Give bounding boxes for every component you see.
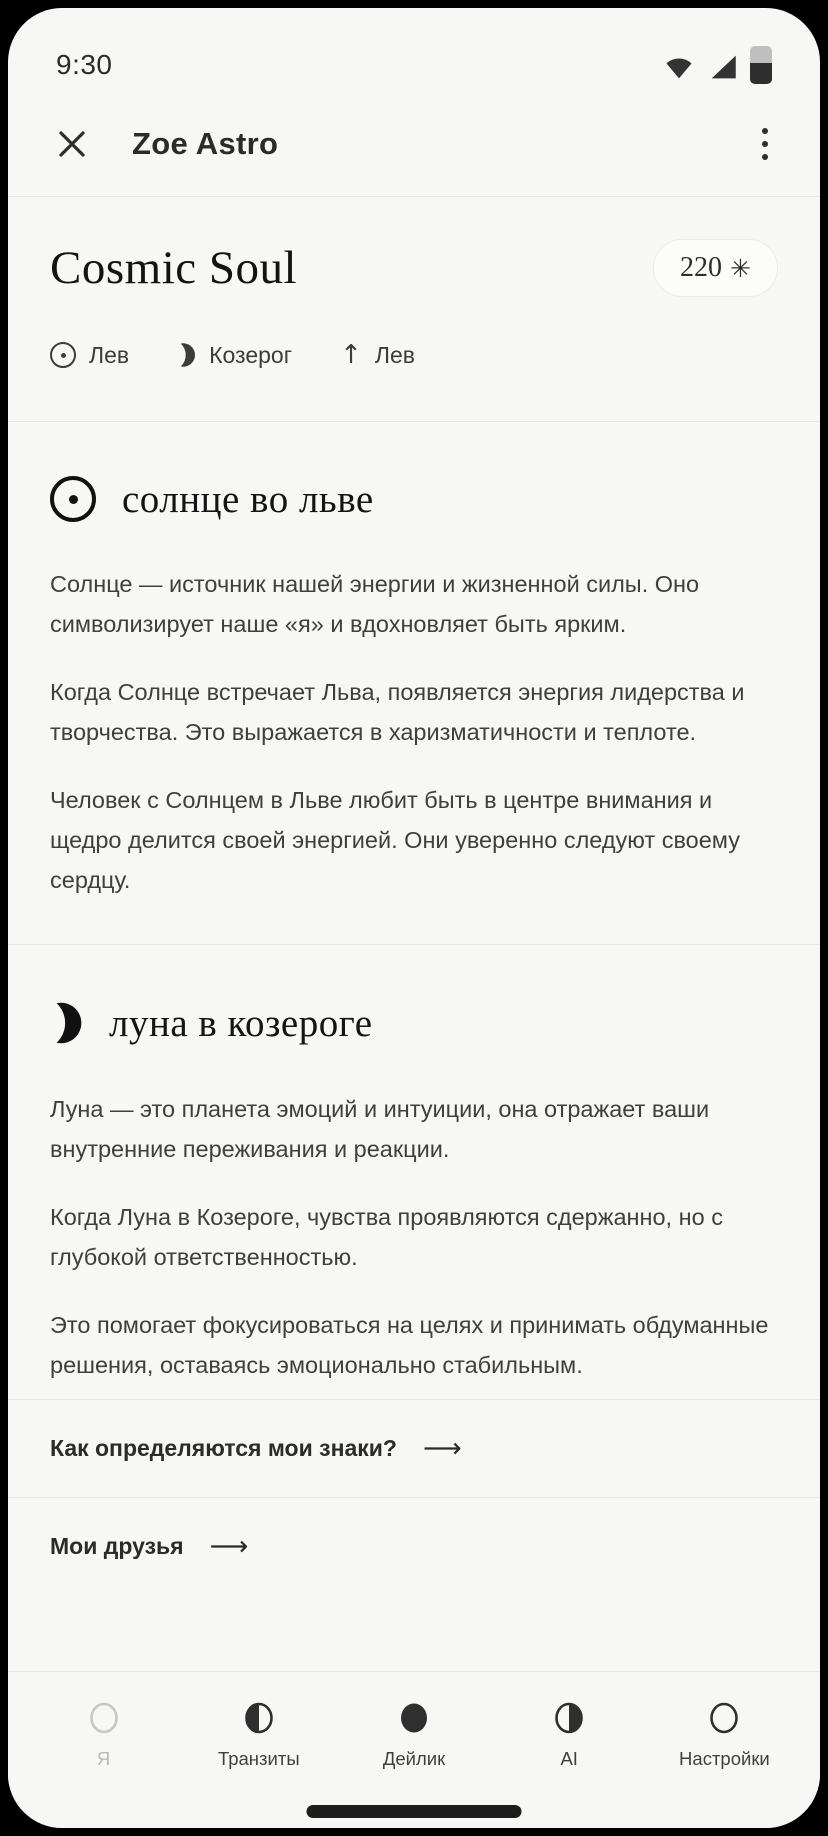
app-header: [8, 92, 820, 197]
status-time: 9:30: [56, 49, 113, 80]
my-friends-label: Мои друзья: [50, 1533, 184, 1559]
profile-name: Cosmic Soul: [50, 242, 298, 294]
sun-paragraph: Человек с Солнцем в Льве любит быть в центре внимания и щедро делится своей энергией. Они уверенно следуют своему сердцу.: [50, 787, 740, 893]
nav-label-daily: Дейлик: [382, 1748, 446, 1769]
how-signs-defined-link[interactable]: [8, 1399, 820, 1497]
moon-icon: [50, 999, 83, 1047]
moon-section-title: луна в козероге: [109, 1001, 373, 1045]
close-button[interactable]: [54, 126, 90, 162]
battery-icon: [750, 46, 772, 84]
moon-full-icon: [398, 1700, 430, 1736]
sun-section: [8, 422, 820, 945]
how-signs-defined-label: Как определяются мои знаки?: [50, 1435, 397, 1461]
moon-paragraph: Это помогает фокусироваться на целях и принимать обдуманные решения, оставаясь эмоционально стабильным.: [50, 1312, 769, 1378]
moon-sign: [177, 341, 292, 369]
sun-icon: [50, 342, 76, 368]
moon-paragraph: Луна — это планета эмоций и интуиции, она отражает ваши внутренние переживания и реакции.: [50, 1096, 710, 1162]
overflow-menu-button[interactable]: [756, 122, 774, 166]
moon-section-header: [50, 999, 778, 1047]
cellular-icon: [706, 50, 740, 84]
nav-label-settings: Настройки: [679, 1748, 770, 1769]
sun-icon: [50, 476, 96, 522]
nav-item-transits[interactable]: [181, 1700, 336, 1770]
app-screen: [8, 8, 820, 1828]
score-badge[interactable]: [653, 239, 778, 297]
sun-section-header: [50, 476, 778, 522]
circle-outline-faded-icon: [88, 1700, 120, 1736]
star-icon: ✳: [730, 253, 751, 283]
nav-label-transits: Транзиты: [217, 1748, 300, 1769]
circle-outline-icon: [708, 1700, 740, 1736]
moon-paragraph: Когда Луна в Козероге, чувства проявляются сдержанно, но с глубокой ответственностью.: [50, 1204, 723, 1270]
kebab-icon: [762, 128, 768, 160]
sun-sign: [50, 342, 129, 369]
close-icon: [54, 126, 90, 162]
nav-item-daily[interactable]: [336, 1700, 491, 1770]
sun-paragraph: Когда Солнце встречает Льва, появляется энергия лидерства и творчества. Это выражается в харизматичности и теплоте.: [50, 679, 745, 745]
arrow-right-icon: ⟶: [422, 1433, 462, 1464]
ascendant-sign: [340, 342, 415, 369]
home-indicator[interactable]: [307, 1805, 522, 1818]
wifi-icon: [662, 50, 696, 84]
score-value: 220: [680, 252, 723, 283]
sun-section-title: солнце во льве: [122, 477, 374, 521]
moon-left-half-icon: [243, 1700, 275, 1736]
moon-section: [8, 945, 820, 1399]
arrow-right-icon: ⟶: [209, 1531, 249, 1562]
my-friends-link[interactable]: [8, 1497, 820, 1595]
ascendant-sign-label: Лев: [374, 341, 415, 368]
page-title: Zoe Astro: [132, 126, 279, 161]
status-bar: [8, 8, 820, 92]
ascendant-icon: ↑: [340, 340, 362, 370]
signs-row: [50, 341, 778, 369]
bottom-nav: [8, 1671, 820, 1828]
nav-label-me: Я: [96, 1748, 111, 1769]
profile-block: [8, 197, 820, 422]
moon-icon: [177, 341, 196, 369]
nav-item-me[interactable]: [26, 1700, 181, 1770]
sun-sign-label: Лев: [89, 341, 130, 368]
nav-item-settings[interactable]: [647, 1700, 802, 1770]
sun-paragraph: Солнце — источник нашей энергии и жизненной силы. Оно символизирует наше «я» и вдохновляет быть ярким.: [50, 571, 700, 637]
moon-right-half-icon: [553, 1700, 585, 1736]
nav-item-ai[interactable]: [492, 1700, 647, 1770]
moon-sign-label: Козерог: [209, 341, 293, 368]
nav-label-settings-ai: AI: [560, 1748, 578, 1769]
status-icons: [662, 46, 772, 84]
